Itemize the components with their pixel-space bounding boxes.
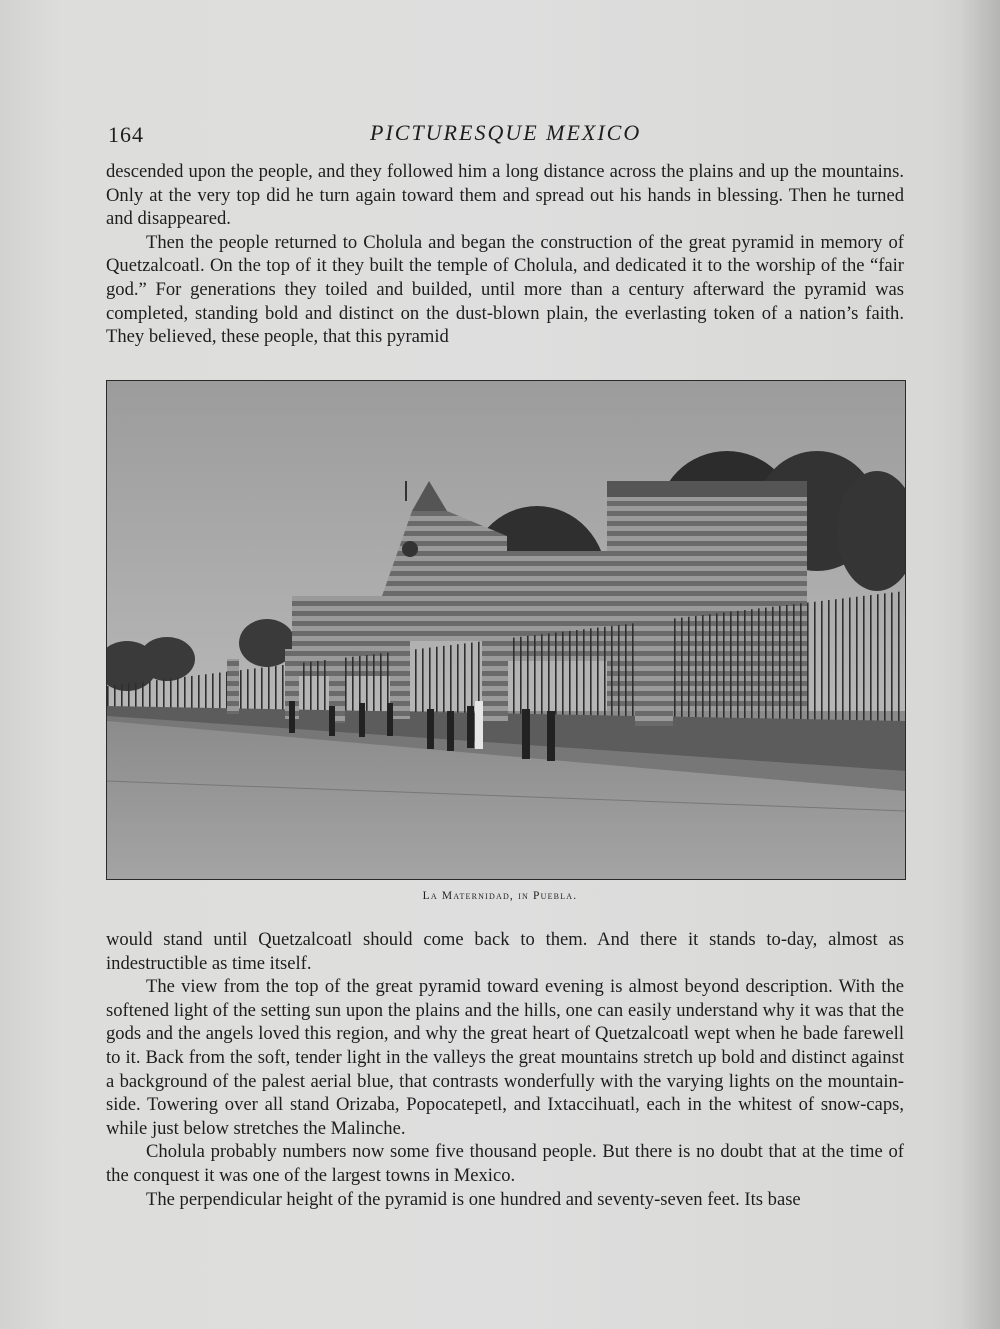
page-edge-shadow (960, 0, 1000, 1329)
figure-caption: La Maternidad, in Puebla. (422, 890, 578, 902)
paragraph: Then the people returned to Cholula and began the construction of the great pyramid in memory of Quetzalcoatl. On the top of it they built the temple of Cholula, and dedicated it to the worship of the “fair god.” For generations they toiled and builded, until more than a century afterward the pyramid was completed, standing bold and distinct on the dust-blown plain, the everlasting token of a nation’s faith. They believed, these people, that this pyramid (106, 231, 904, 348)
paragraph: Cholula probably numbers now some five thousand people. But there is no doubt that at the time of the conquest it was one of the largest towns in Mexico. (106, 1141, 904, 1186)
paragraph: The perpendicular height of the pyramid is one hundred and seventy-seven feet. Its base (146, 1188, 801, 1210)
page-number: 164 (108, 122, 144, 147)
paragraph: descended upon the people, and they followed him a long distance across the plains and up the mountains. Only at the very top did he turn again toward them and spread out his hands in blessing. Then he turned and disappeared. (106, 161, 904, 230)
top-text-block (106, 160, 904, 349)
paragraph: The view from the top of the great pyramid toward evening is almost beyond description. With the softened light of the setting sun upon the plains and the hills, one can easily understand why it was that the gods and the angels loved this region, and why the great heart of Quetzalcoatl wept when he bade farewell to it. Back from the soft, tender light in the valleys the great mountains stretch up bold and distinct against a background of the palest aerial blue, that contrasts wonderfully with the varying lights on the mountain-side. Towering over all stand Orizaba, Popocatepetl, and Ixtaccihuatl, each in the whitest of snow-caps, while just below stretches the Malinche. (106, 976, 904, 1139)
paragraph: would stand until Quetzalcoatl should come back to them. And there it stands to-day, almost as indestructible as time itself. (106, 929, 904, 974)
bottom-text-block (106, 928, 904, 1211)
halftone-photograph (106, 380, 906, 880)
running-title: PICTURESQUE MEXICO (370, 120, 642, 145)
